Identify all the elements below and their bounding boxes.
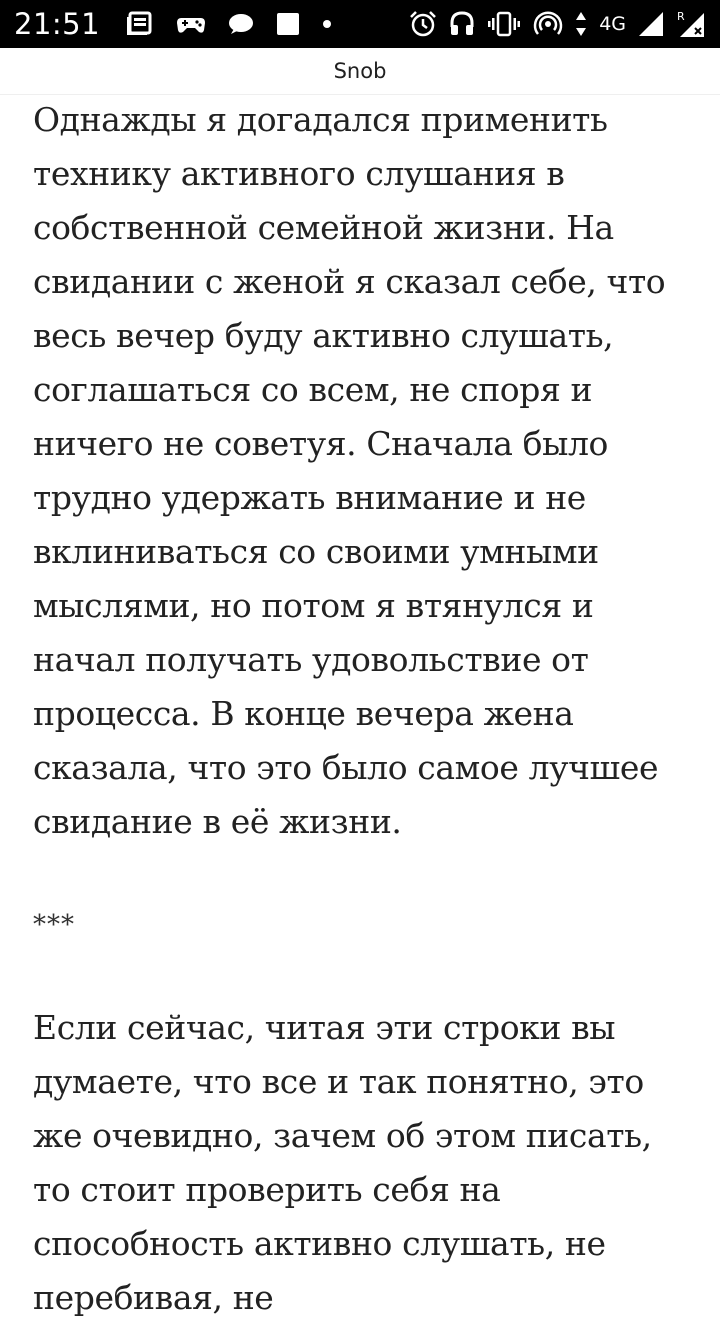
svg-text:R: R	[677, 10, 685, 23]
roaming-signal-icon	[676, 9, 706, 39]
hotspot-icon	[533, 10, 563, 38]
app-title: Snob	[333, 59, 387, 83]
headset-icon	[449, 10, 475, 38]
data-arrows-icon	[575, 11, 587, 37]
article-paragraph: Если сейчас, читая эти строки вы думаете, что все и так понятно, это же очевидно, зачем об этом писать, то стоит проверить себя на способность активно слушать, не перебивая, не	[33, 1008, 652, 1317]
dot-icon	[322, 19, 332, 29]
status-time: 21:51	[14, 7, 101, 41]
article-content	[33, 94, 693, 1325]
article-paragraph: Однажды я догадался применить технику активного слушания в собственной семейной жизни. На свидании с женой я сказал себе, что весь вечер буду активно слушать, соглашаться со всем, не споря и ничего не советуя. Сначала было трудно удержать внимание и не вклиниваться со своими умными мыслями, но потом я втянулся и начал получать удовольствие от процесса. В конце вечера жена сказала, что это было самое лучшее свидание в её жизни.	[33, 100, 666, 841]
game-controller-icon	[176, 12, 206, 36]
signal-icon	[638, 11, 664, 37]
square-icon	[276, 12, 300, 36]
vibrate-icon	[487, 11, 521, 37]
app-bar	[0, 48, 720, 95]
system-icons	[397, 9, 706, 39]
alarm-icon	[409, 10, 437, 38]
section-separator: ***	[33, 910, 75, 940]
chat-bubble-icon	[228, 12, 254, 36]
status-bar	[0, 0, 720, 48]
news-icon	[126, 11, 154, 37]
network-type: 4G	[599, 13, 626, 35]
notification-icons	[126, 11, 354, 37]
